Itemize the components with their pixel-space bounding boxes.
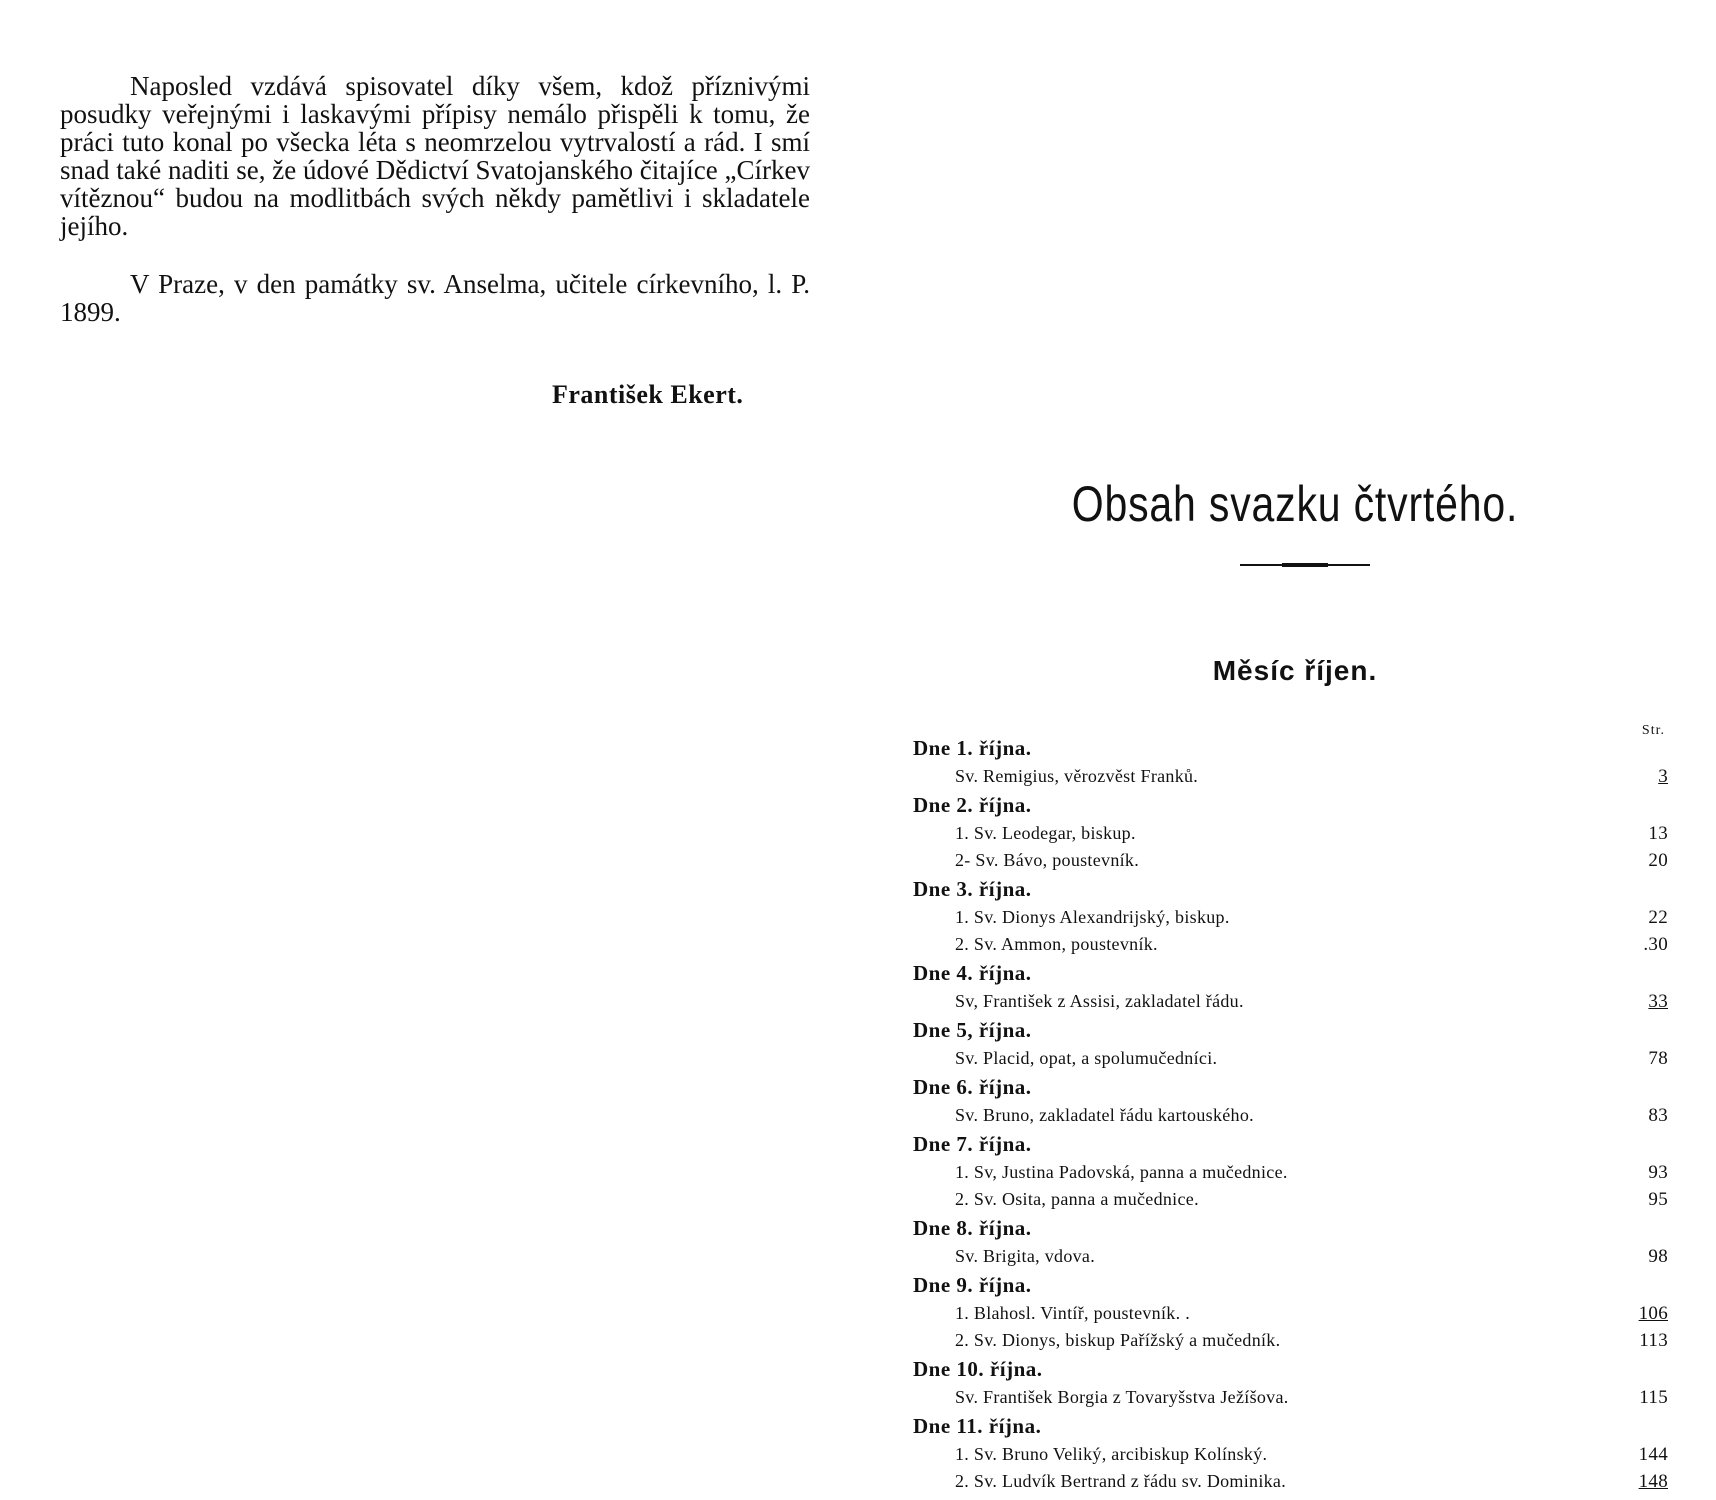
toc-entry: [913, 904, 1670, 931]
toc-page-number: 98: [1648, 1246, 1668, 1267]
toc-entry: [913, 1384, 1670, 1411]
toc-page-number: 95: [1648, 1189, 1668, 1210]
toc-entry-title: 2- Sv. Bávo, poustevník.: [955, 850, 1140, 870]
toc-day-heading: Dne 11. října.: [913, 1414, 1042, 1438]
toc-entry-title: Sv, František z Assisi, zakladatel řádu.: [955, 991, 1244, 1011]
toc-entry: [913, 847, 1670, 874]
toc-page-number: 144: [1638, 1444, 1668, 1465]
toc-entry: [913, 1186, 1670, 1213]
left-page: [60, 72, 810, 326]
toc-page-number: .30: [1643, 934, 1668, 955]
toc-day-heading: Dne 3. října.: [913, 877, 1032, 901]
toc-page-number: 33: [1648, 991, 1668, 1012]
toc-entry-title: 2. Sv. Ammon, poustevník.: [955, 934, 1158, 954]
toc-entry: [913, 1243, 1670, 1270]
toc-entry: [913, 1102, 1670, 1129]
toc-day-heading: Dne 1. října.: [913, 736, 1032, 760]
toc-entry: [913, 1300, 1670, 1327]
toc-entry-title: 1. Sv. Bruno Veliký, arcibiskup Kolínský.: [955, 1444, 1268, 1464]
toc-page-number: 148: [1638, 1471, 1668, 1492]
toc-entry-title: 1. Sv. Leodegar, biskup.: [955, 823, 1136, 843]
toc-entry: [913, 1468, 1670, 1495]
toc-entry-title: Sv. Remigius, věrozvěst Franků.: [955, 766, 1199, 786]
month-heading: Měsíc říjen.: [1212, 655, 1378, 686]
toc-page-number: 113: [1639, 1330, 1668, 1351]
page-column-label: Str.: [1641, 723, 1665, 738]
toc-day-heading: Dne 4. října.: [913, 961, 1032, 985]
toc-entry: [913, 1045, 1670, 1072]
toc-page-number: 115: [1639, 1387, 1668, 1408]
toc-day-heading: Dne 6. října.: [913, 1075, 1032, 1099]
toc-entry: [913, 763, 1670, 790]
page-title: Obsah svazku čtvrtého.: [1071, 476, 1519, 532]
toc-entry-title: 1. Blahosl. Vintíř, poustevník. .: [955, 1303, 1190, 1323]
toc-page-number: 78: [1648, 1048, 1668, 1069]
toc-day-heading: Dne 10. října.: [913, 1357, 1043, 1381]
toc-page-number: 93: [1648, 1162, 1668, 1183]
toc-page-number: 83: [1648, 1105, 1668, 1126]
toc-entry-title: 2. Sv. Ludvík Bertrand z řádu sv. Dominika.: [955, 1471, 1287, 1491]
toc-entry-title: 1. Sv. Dionys Alexandrijský, biskup.: [955, 907, 1230, 927]
table-of-contents: [913, 733, 1670, 1495]
toc-entry-title: 1. Sv, Justina Padovská, panna a mučednice.: [955, 1162, 1288, 1182]
toc-entry-title: 2. Sv. Dionys, biskup Pařížský a mučedník.: [955, 1330, 1281, 1350]
closing-paragraph: Naposled vzdává spisovatel díky všem, kdož příznivými posudky veřejnými i laskavými přípisy nemálo přispěli k tomu, že práci tuto konal po všecka léta s neomrzelou vytrvalostí a rád. I smí snad také naditi se, že údové Dědictví Svatojanského čitajíce „Církev vítěznou“ budou na modlitbách svých někdy pamětlivi i skladatele jejího.: [60, 71, 810, 241]
toc-entry: [913, 1441, 1670, 1468]
toc-entry-title: Sv. Placid, opat, a spolumučedníci.: [955, 1048, 1218, 1068]
toc-entry-title: Sv. František Borgia z Tovaryšstva Ježíšova.: [955, 1387, 1289, 1407]
right-page: [905, 0, 1685, 1500]
toc-page-number: 13: [1648, 823, 1668, 844]
toc-day-heading: Dne 5, října.: [913, 1018, 1032, 1042]
toc-page-number: 106: [1638, 1303, 1668, 1324]
ornament-divider: [1240, 564, 1370, 566]
toc-entry-title: 2. Sv. Osita, panna a mučednice.: [955, 1189, 1199, 1209]
toc-entry: [913, 931, 1670, 958]
toc-entry-title: Sv. Bruno, zakladatel řádu kartouského.: [955, 1105, 1254, 1125]
toc-page-number: 20: [1648, 850, 1668, 871]
author-signature: František Ekert.: [552, 380, 744, 409]
toc-entry: [913, 1159, 1670, 1186]
toc-day-heading: Dne 2. října.: [913, 793, 1032, 817]
toc-entry-title: Sv. Brigita, vdova.: [955, 1246, 1096, 1266]
toc-day-heading: Dne 8. října.: [913, 1216, 1032, 1240]
toc-entry: [913, 1327, 1670, 1354]
toc-page-number: 3: [1658, 766, 1668, 787]
date-line: V Praze, v den památky sv. Anselma, učitele církevního, l. P. 1899.: [60, 269, 810, 327]
toc-day-heading: Dne 9. října.: [913, 1273, 1032, 1297]
toc-entry: [913, 820, 1670, 847]
toc-page-number: 22: [1648, 907, 1668, 928]
toc-entry: [913, 988, 1670, 1015]
toc-day-heading: Dne 7. října.: [913, 1132, 1032, 1156]
